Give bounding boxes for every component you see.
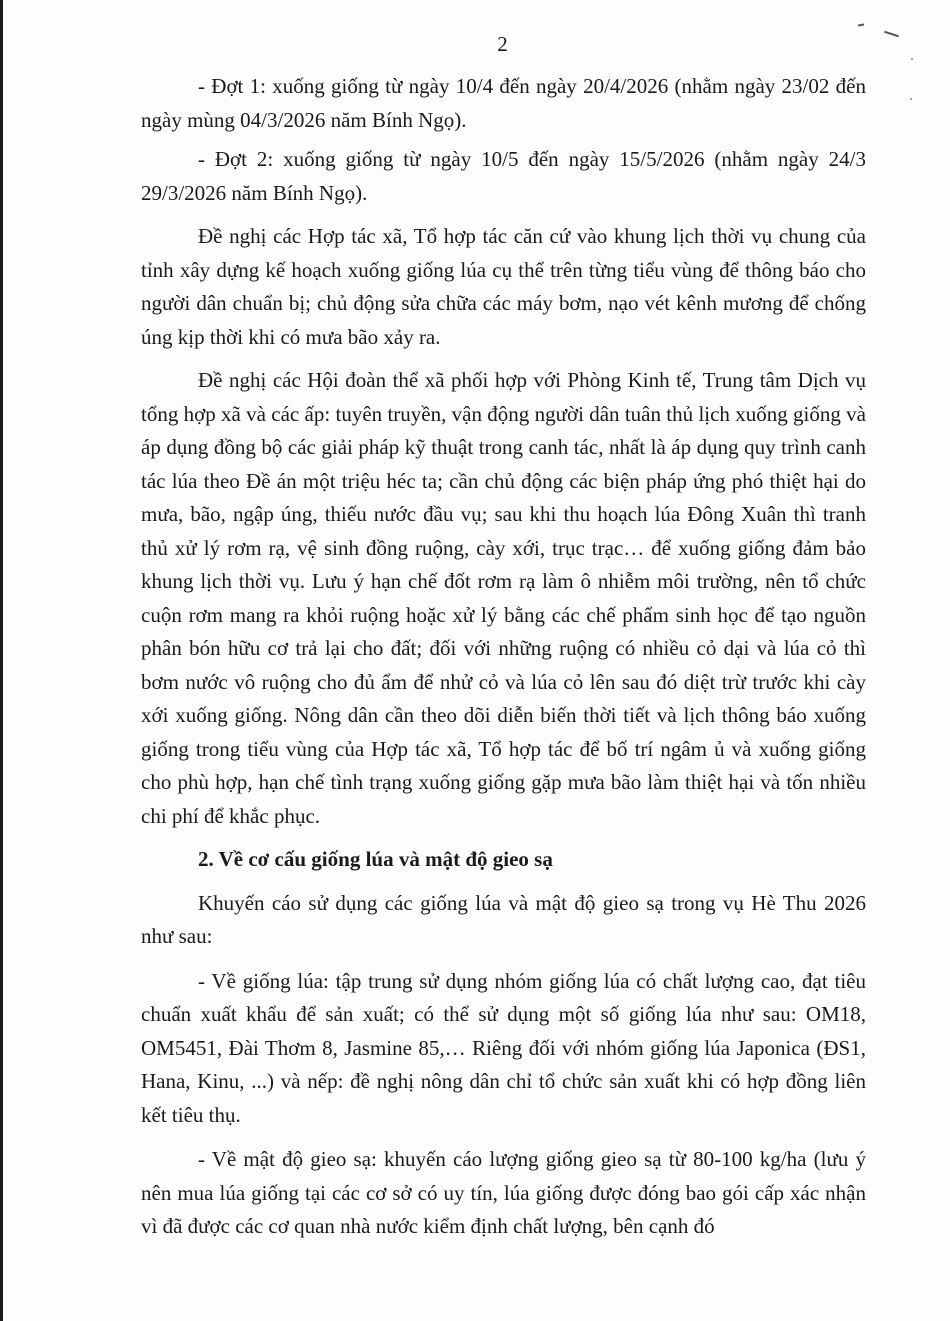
paragraph-cooperatives: Đề nghị các Hợp tác xã, Tổ hợp tác căn cứ vào khung lịch thời vụ chung của tỉnh xây dựng kế hoạch xuống giống lúa cụ thể trên từng tiểu vùng để thông báo cho người dân chuẩn bị; chủ động sửa chữa các máy bơm, nạo vét kênh mương để chống úng kịp thời khi có mưa bão xảy ra. bbox=[141, 224, 866, 349]
paragraph-dot-1: - Đợt 1: xuống giống từ ngày 10/4 đến ngày 20/4/2026 (nhằm ngày 23/02 đến ngày mùng 04/3/2026 năm Bính Ngọ). bbox=[141, 74, 866, 132]
page-number: 2 bbox=[497, 32, 508, 56]
section-heading: 2. Về cơ cấu giống lúa và mật độ gieo sạ bbox=[198, 847, 553, 871]
scan-dot bbox=[911, 58, 913, 60]
scan-mark bbox=[858, 23, 864, 26]
document-body bbox=[141, 70, 866, 1244]
paragraph-seeding-density: - Về mật độ gieo sạ: khuyến cáo lượng giống gieo sạ từ 80-100 kg/ha (lưu ý nên mua lúa giống tại các cơ sở có uy tín, lúa giống được đóng bao gói cấp xác nhận vì đã được các cơ quan nhà nước kiểm định chất lượng, bên cạnh đó bbox=[141, 1147, 866, 1238]
paragraph-dot-2: - Đợt 2: xuống giống từ ngày 10/5 đến ngày 15/5/2026 (nhằm ngày 24/3 29/3/2026 năm Bính Ngọ). bbox=[141, 147, 866, 205]
scan-edge-shadow bbox=[0, 0, 3, 1321]
paragraph-associations: Đề nghị các Hội đoàn thể xã phối hợp với Phòng Kinh tế, Trung tâm Dịch vụ tổng hợp xã và các ấp: tuyên truyền, vận động người dân tuân thủ lịch xuống giống và áp dụng đồng bộ các giải pháp kỹ thuật trong canh tác, nhất là áp dụng quy trình canh tác lúa theo Đề án một triệu héc ta; cần chủ động các biện pháp ứng phó thiệt hại do mưa, bão, ngập úng, thiếu nước đầu vụ; sau khi thu hoạch lúa Đông Xuân thì tranh thủ xử lý rơm rạ, vệ sinh đồng ruộng, cày xới, trục trạc… để xuống giống đảm bảo khung lịch thời vụ. Lưu ý hạn chế đốt rơm rạ làm ô nhiễm môi trường, nên tổ chức cuộn rơm mang ra khỏi ruộng hoặc xử lý bằng các chế phẩm sinh học để tạo nguồn phân bón hữu cơ trả lại cho đất; đối với những ruộng có nhiều cỏ dại và lúa cỏ thì bơm nước vô ruộng cho đủ ẩm để nhử cỏ và lúa cỏ lên sau đó diệt trừ trước khi cày xới xuống giống. Nông dân cần theo dõi diễn biến thời tiết và lịch thông báo xuống giống trong tiểu vùng của Hợp tác xã, Tổ hợp tác để bố trí ngâm ủ và xuống giống cho phù hợp, hạn chế tình trạng xuống giống gặp mưa bão làm thiệt hại và tốn nhiều chi phí để khắc phục. bbox=[141, 368, 866, 828]
paragraph-rice-varieties: - Về giống lúa: tập trung sử dụng nhóm giống lúa có chất lượng cao, đạt tiêu chuẩn xuất khẩu để sản xuất; có thể sử dụng một số giống lúa như sau: OM18, OM5451, Đài Thơm 8, Jasmine 85,… Riêng đối với nhóm giống lúa Japonica (ĐS1, Hana, Kinu, ...) và nếp: đề nghị nông dân chỉ tổ chức sản xuất khi có hợp đồng liên kết tiêu thụ. bbox=[141, 968, 866, 1127]
paragraph-recommendation: Khuyến cáo sử dụng các giống lúa và mật độ gieo sạ trong vụ Hè Thu 2026 như sau: bbox=[141, 890, 866, 948]
scan-dot bbox=[910, 98, 912, 100]
